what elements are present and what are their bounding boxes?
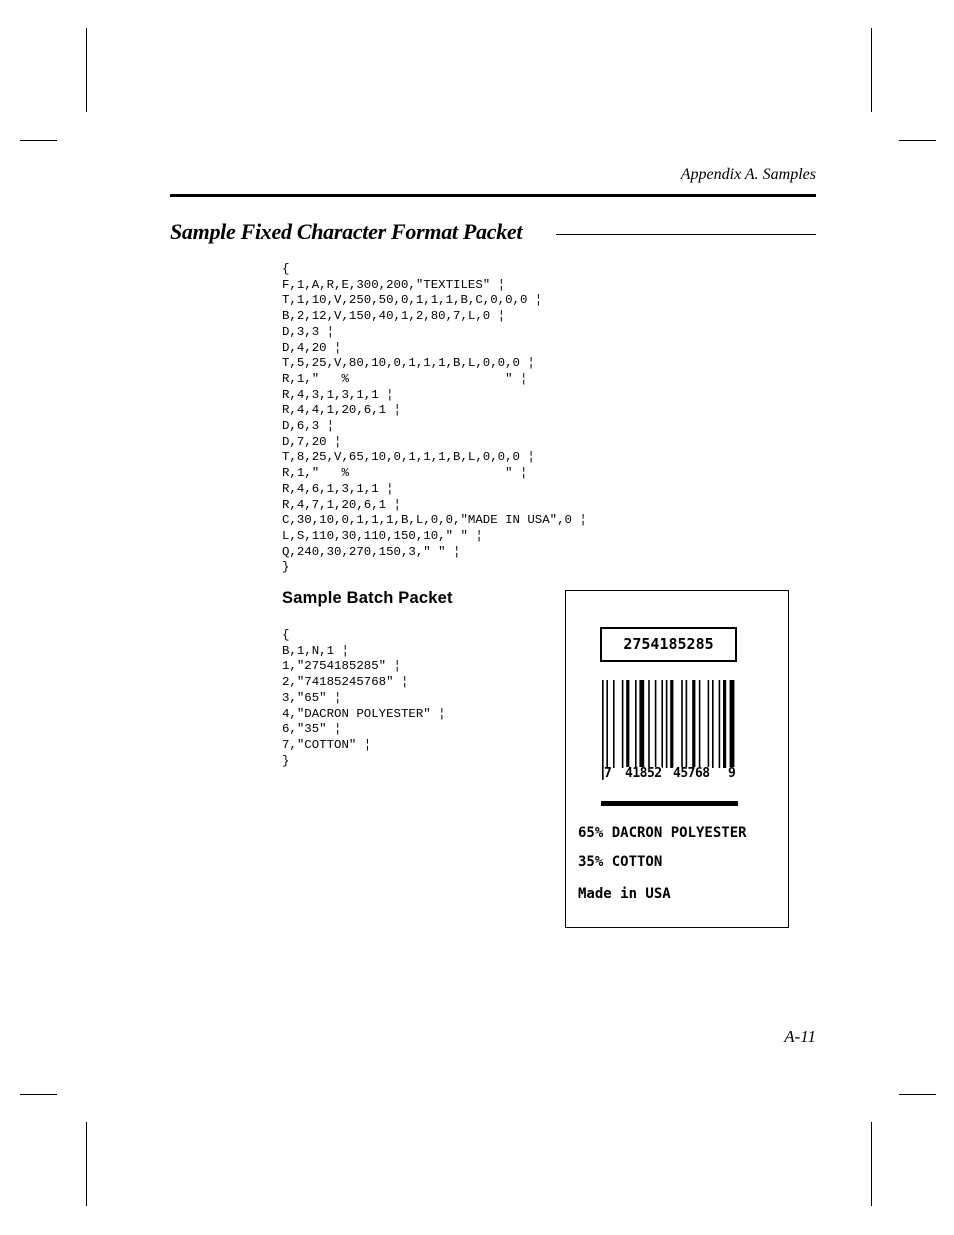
- running-head: Appendix A. Samples: [680, 166, 816, 183]
- crop-mark: [86, 28, 87, 112]
- sample-label-image: [565, 590, 789, 928]
- barcode-bar: [712, 680, 714, 768]
- barcode-bar: [639, 680, 644, 768]
- barcode-right-digits: 45768: [673, 766, 710, 781]
- barcode-image: [602, 680, 737, 780]
- barcode-bar: [613, 680, 615, 768]
- barcode-bar: [635, 680, 637, 768]
- barcode-bar: [602, 680, 604, 780]
- barcode-bar: [648, 680, 650, 768]
- page-number: A-11: [784, 1027, 816, 1046]
- barcode-bar: [708, 680, 710, 768]
- origin-line: Made in USA: [578, 886, 671, 902]
- crop-mark: [871, 1122, 872, 1206]
- fabric-line-2: 35% COTTON: [578, 854, 663, 870]
- barcode-bar: [699, 680, 701, 780]
- barcode-bar: [606, 680, 608, 780]
- barcode-bar: [719, 680, 721, 768]
- batch-packet-heading: Sample Batch Packet: [282, 589, 453, 607]
- crop-mark: [899, 1094, 936, 1095]
- crop-mark: [20, 140, 57, 141]
- barcode-number-system: 7: [604, 766, 612, 781]
- crop-mark: [20, 1094, 57, 1095]
- header-rule: [170, 194, 816, 197]
- barcode-bar: [723, 680, 726, 768]
- section-title: Sample Fixed Character Format Packet: [170, 219, 523, 244]
- batch-packet-code: { B,1,N,1 ¦ 1,"2754185285" ¦ 2,"74185245768" ¦ 3,"65" ¦ 4,"DACRON POLYESTER" ¦ 6,"35" ¦ 7,"COTTON" ¦ }: [282, 628, 446, 768]
- barcode-bar: [655, 680, 657, 768]
- barcode-bar: [730, 680, 735, 768]
- label-thick-line: [601, 801, 738, 806]
- crop-mark: [899, 140, 936, 141]
- barcode-bar: [681, 680, 683, 768]
- crop-mark: [86, 1122, 87, 1206]
- crop-mark: [871, 28, 872, 112]
- barcode-bar: [686, 680, 688, 768]
- barcode-bar: [670, 680, 673, 768]
- barcode-bar: [622, 680, 624, 768]
- fabric-line-1: 65% DACRON POLYESTER: [578, 825, 747, 841]
- barcode-bar: [692, 680, 695, 780]
- ticket-number-box: 2754185285: [600, 627, 737, 662]
- barcode-left-digits: 41852: [625, 766, 662, 781]
- barcode-bar: [666, 680, 668, 768]
- barcode-check-digit: 9: [728, 766, 736, 781]
- barcode-bar: [626, 680, 629, 768]
- format-packet-code: { F,1,A,R,E,300,200,"TEXTILES" ¦ T,1,10,V,250,50,0,1,1,1,B,C,0,0,0 ¦ B,2,12,V,150,40,1,2,80,7,L,0 ¦ D,3,3 ¦ D,4,20 ¦ T,5,25,V,80,10,0,1,1,1,B,L,0,0,0 ¦ R,1," % " ¦ R,4,3,1,3,1,1 ¦ R,4,4,1,20,6,1 ¦ D,6,3 ¦ D,7,20 ¦ T,8,25,V,65,10,0,1,1,1,B,L,0,0,0 ¦ R,1," % " ¦ R,4,6,1,3,1,1 ¦ R,4,7,1,20,6,1 ¦ C,30,10,0,1,1,1,B,L,0,0,"MADE IN USA",0 ¦ L,S,110,30,110,150,10," " ¦ Q,240,30,270,150,3," " ¦ }: [282, 262, 587, 575]
- barcode-bar: [661, 680, 663, 768]
- title-rule: [556, 234, 816, 235]
